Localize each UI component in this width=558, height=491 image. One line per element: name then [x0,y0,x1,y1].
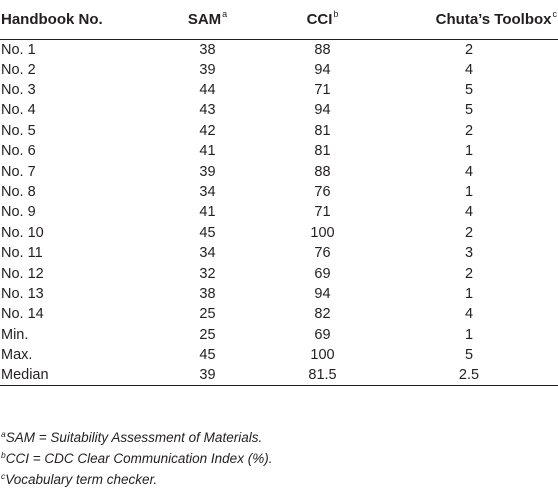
cell-sam: 34 [199,245,216,262]
cell-cci: 82 [314,306,331,323]
header-handbook-no: Handbook No. [0,0,150,39]
cell-sam: 43 [199,102,216,119]
cell-chutas-toolbox: 4 [464,163,474,180]
cell-handbook-no: No. 14 [1,306,44,323]
cell-sam: 32 [199,265,216,282]
cell-sam: 45 [199,224,216,241]
cell-cci: 94 [314,102,331,119]
header-row [0,0,558,39]
cell-cci: 71 [314,204,331,221]
cell-chutas-toolbox: 2.5 [380,365,558,386]
cell-sam: 34 [199,184,216,201]
cell-sam: 42 [199,122,216,139]
cell-sam: 45 [199,347,216,364]
cell-chutas-toolbox: 2 [464,122,474,139]
table-header [0,0,558,39]
cell-cci: 76 [314,245,331,262]
cell-handbook-no: No. 11 [1,245,43,262]
cell-cci: 94 [314,61,331,78]
table-row [0,161,558,181]
cell-chutas-toolbox: 4 [464,306,474,323]
cell-chutas-toolbox: 5 [464,82,474,99]
table-body [0,39,558,386]
cell-cci: 81 [314,143,331,160]
cell-cci: 71 [314,82,331,99]
table-row [0,60,558,80]
cell-cci: 94 [314,285,331,302]
cell-cci: 81 [314,122,331,139]
cell-handbook-no: Median [0,365,150,386]
cell-chutas-toolbox: 1 [464,184,474,201]
footnote-chutas-toolbox: $^c$Vocabulary term checker. [1,471,158,487]
footnote-mark: c [552,8,557,19]
cell-handbook-no: No. 12 [1,265,44,282]
table-row [0,39,558,60]
cell-chutas-toolbox: 4 [464,204,474,221]
cell-cci: 69 [314,265,331,282]
cell-cci: 100 [310,347,335,364]
table-row [0,202,558,222]
table-row [0,263,558,283]
cell-sam: 39 [199,61,216,78]
cell-handbook-no: No. 9 [1,204,36,221]
cell-chutas-toolbox: 5 [464,347,474,364]
cell-sam: 38 [199,285,216,302]
table-row [0,80,558,100]
footnote-cci: $^b$CCI = CDC Clear Communication Index (%). [1,450,273,466]
cell-handbook-no: Max. [1,347,33,364]
table-row [0,182,558,202]
footnote-sam: $^a$SAM = Suitability Assessment of Materials. [1,429,263,445]
cell-cci: 88 [314,41,331,58]
table-row [0,243,558,263]
cell-handbook-no: Min. [1,326,29,343]
table-row [0,345,558,365]
table-row [0,304,558,324]
cell-handbook-no: No. 2 [1,61,36,78]
cell-sam: 25 [199,306,216,323]
cell-sam: 39 [150,365,265,386]
footnote-mark: b [333,8,339,19]
cell-handbook-no: No. 6 [1,143,36,160]
cell-handbook-no: No. 8 [1,184,36,201]
table-row [0,141,558,161]
cell-cci: 76 [314,184,331,201]
table-footnotes [1,427,557,490]
cell-handbook-no: No. 5 [1,122,36,139]
cell-handbook-no: No. 4 [1,102,36,119]
header-chutas-toolbox: Chuta’s Toolbox$^c$ [380,0,558,39]
cell-chutas-toolbox: 5 [464,102,474,119]
cell-chutas-toolbox: 4 [464,61,474,78]
cell-chutas-toolbox: 2 [464,265,474,282]
cell-sam: 38 [199,41,216,58]
cell-handbook-no: No. 13 [1,285,44,302]
cell-sam: 25 [199,326,216,343]
table-row [0,284,558,304]
cell-cci: 81.5 [265,365,380,386]
cell-chutas-toolbox: 1 [464,285,474,302]
table-row [0,325,558,345]
cell-cci: 88 [314,163,331,180]
cell-chutas-toolbox: 1 [464,143,474,160]
cell-sam: 41 [199,143,216,160]
cell-chutas-toolbox: 2 [464,41,474,58]
table-row [0,121,558,141]
cell-handbook-no: No. 7 [1,163,36,180]
cell-sam: 39 [199,163,216,180]
header-sam: SAM$^a$ [150,0,265,39]
table-row [0,100,558,120]
cell-sam: 44 [199,82,216,99]
table-row [0,365,558,386]
cell-cci: 69 [314,326,331,343]
cell-sam: 41 [199,204,216,221]
cell-chutas-toolbox: 2 [464,224,474,241]
cell-cci: 100 [310,224,335,241]
cell-chutas-toolbox: 3 [464,245,474,262]
table-row [0,223,558,243]
footnote-mark: a [222,8,228,19]
cell-handbook-no: No. 3 [1,82,36,99]
cell-handbook-no: No. 1 [1,41,36,58]
cell-handbook-no: No. 10 [1,224,44,241]
cell-chutas-toolbox: 1 [464,326,474,343]
header-cci: CCI$^b$ [265,0,380,39]
